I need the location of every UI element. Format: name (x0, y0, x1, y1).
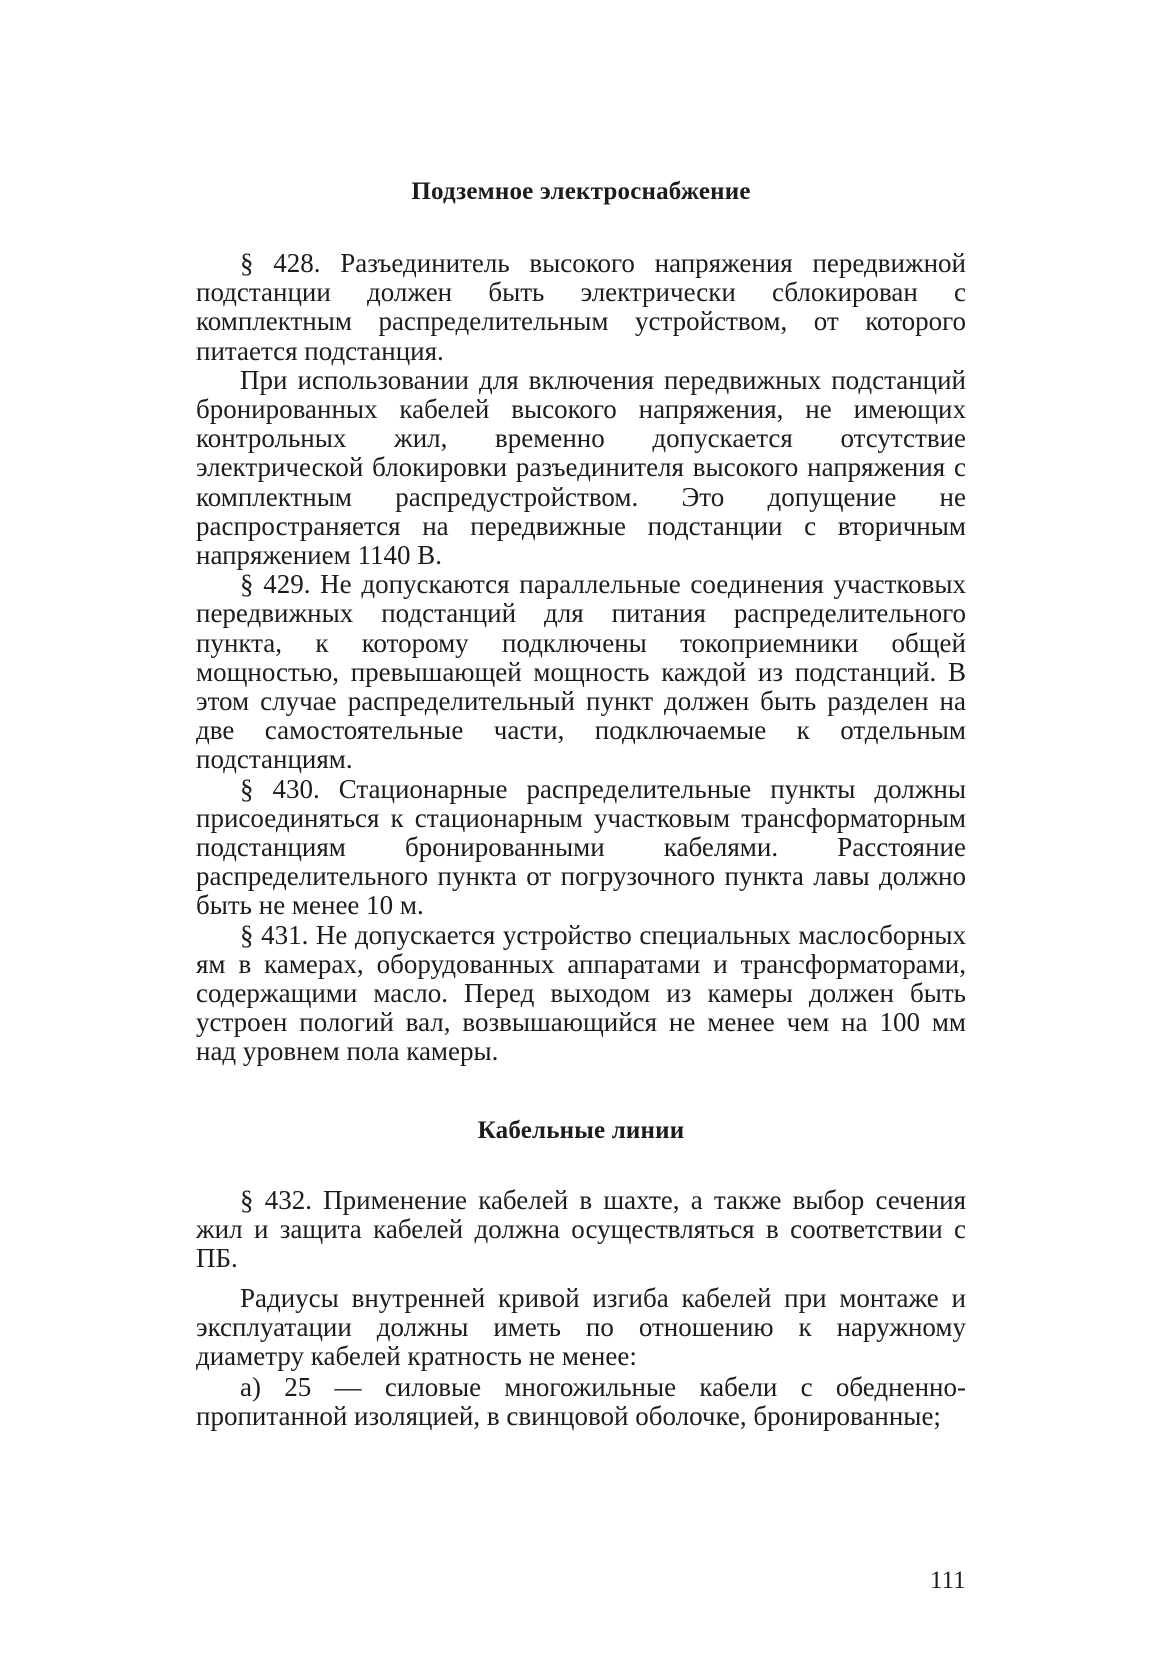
paragraph-432: § 432. Применение кабелей в шахте, а также выбор сечения жил и защита кабелей должна осуществляться в соответствии с ПБ. (196, 1185, 966, 1274)
paragraph-430: § 430. Стационарные распределительные пункты должны присоединяться к стационарным участковым трансформаторным подстанциям бронированными кабелями. Расстояние распределительного пункта от погрузочного пункта лавы должно быть не менее 10 м. (196, 773, 966, 921)
paragraph-bend-radius: Радиусы внутренней кривой изгиба кабелей при монтаже и эксплуатации должны иметь по отношению к наружному диаметру кабелей кратность не менее: (196, 1282, 966, 1372)
section-title-cable-lines: Кабельные линии (477, 1117, 685, 1144)
paragraph-428: § 428. Разъединитель высокого напряжения передвижной подстанции должен быть электрически сблокирован с комплектным распределительным устройством, от которого питается подстанция. (196, 248, 966, 366)
paragraph-429: § 429. Не допускаются параллельные соединения участковых передвижных подстанций для питания распределительного пункта, к которому подключены токоприемники общей мощностью, превышающей мощность каждой из подстанций. В этом случае распределительный пункт должен быть разделен на две самостоятельные части, подключаемые к отдельным подстанциям. (196, 569, 966, 775)
section-body-cable-lines (196, 1186, 966, 1432)
page-number: 111 (930, 1567, 966, 1594)
section-title-underground-power-supply: Подземное электроснабжение (411, 178, 751, 205)
section-body-underground-power-supply (196, 249, 966, 1067)
paragraph-428-note: При использовании для включения передвижных подстанций бронированных кабелей высокого напряжения, не имеющих контрольных жил, временно допускается отсутствие электрической блокировки разъединителя высокого напряжения с комплектным распредустройством. Это допущение не распространяется на передвижные подстанции с вторичным напряжением 1140 В. (196, 364, 966, 571)
list-item-a: а) 25 — силовые многожильные кабели с обедненно-пропитанной изоляцией, в свинцовой оболочке, бронированные; (196, 1372, 966, 1432)
paragraph-431: § 431. Не допускается устройство специальных маслосборных ям в камерах, оборудованных аппаратами и трансформаторами, содержащими масло. Перед выходом из камеры должен быть устроен пологий вал, возвышающийся не менее чем на 100 мм над уровнем пола камеры. (196, 919, 966, 1067)
